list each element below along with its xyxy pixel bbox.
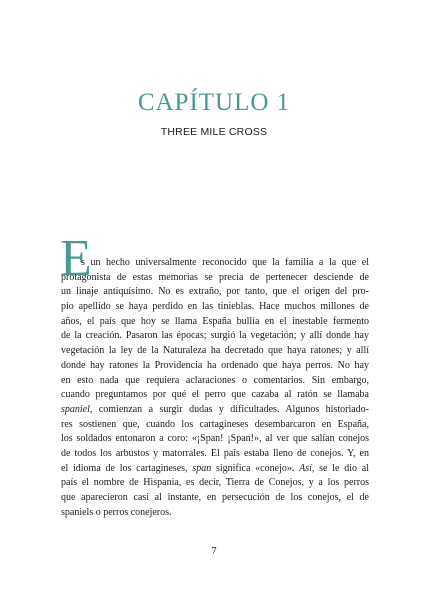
text-line: pio apellido se haya perdido en las tinieblas. Hace muchos millones de — [61, 301, 369, 313]
text-line: spaniel, comienzan a surgir dudas y dificultades. Algunos historiado- — [61, 403, 369, 415]
text-line: años, el país que hoy se llama España bullía en el inestable fermento — [61, 315, 369, 327]
text-line: país el nombre de Hispania, es decir, Tierra de Conejos, y a los perros — [61, 477, 369, 489]
text-line: donde hay ratones la Providencia ha ordenado que haya perros. No hay — [61, 359, 369, 371]
text-line: cuando preguntamos por qué el perro que cazaba al ratón se llamaba — [61, 389, 369, 401]
text-line: en esto nada que requiera aclaraciones o comentarios. Sin embargo, — [61, 374, 369, 386]
body-paragraph — [61, 256, 369, 520]
text-line: un linaje antiquísimo. No es extraño, por tanto, que el origen del pro- — [61, 286, 369, 298]
chapter-subtitle: THREE MILE CROSS — [160, 126, 268, 138]
chapter-title: CAPÍTULO 1 — [137, 89, 291, 116]
text-line: de todos los arbustos y matorrales. El país estaba lleno de conejos. Y, en — [61, 447, 369, 459]
text-line: vegetación la ley de la Naturaleza ha decretado que haya ratones; y allí — [61, 345, 369, 357]
text-line: de la creación. Pasaron las épocas; surgió la vegetación; y allí donde hay — [61, 330, 369, 342]
text-line: res sostienen que, cuando los cartagineses desembarcaron en España, — [61, 418, 369, 430]
text-line: s un hecho universalmente reconocido que la familia a la que el — [81, 257, 369, 268]
text-line: protagonista de estas memorias se precia de pertenecer desciende de — [61, 271, 369, 283]
page-number: 7 — [211, 546, 217, 557]
text-line: los soldados entonaron a coro: «¡Span! ¡Span!», al ver que salían conejos — [61, 433, 369, 445]
text-line: spaniels o perros conejeros. — [61, 506, 172, 518]
text-line: que aparecieron casi al instante, en persecución de los conejos, el de — [61, 492, 369, 503]
text-line: el idioma de los cartagineses, span significa «conejo». Así, se le dio al — [61, 462, 369, 474]
drop-cap: E — [60, 230, 92, 287]
